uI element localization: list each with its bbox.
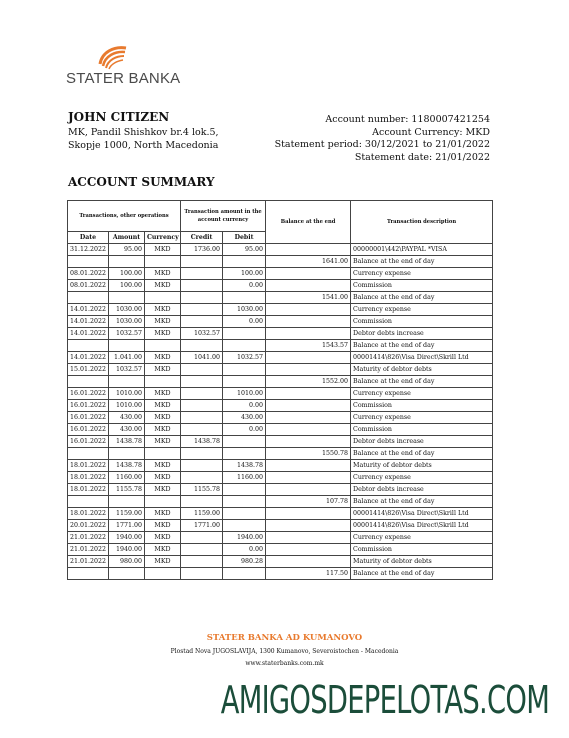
- cell-date: 20.01.2022: [68, 520, 109, 532]
- table-row: [68, 244, 493, 256]
- cell-balance: [266, 436, 351, 448]
- cell-currency: MKD: [145, 328, 181, 340]
- cell-balance: [266, 508, 351, 520]
- cell-balance: [266, 460, 351, 472]
- cell-balance: [266, 268, 351, 280]
- table-row: [68, 508, 493, 520]
- cell-date: [68, 376, 109, 388]
- cell-currency: MKD: [145, 544, 181, 556]
- cell-debit: 1010.00: [223, 388, 266, 400]
- cell-debit: 1030.00: [223, 304, 266, 316]
- footer-address: Plostad Nova JUGOSLAVIJA, 1300 Kumanovo, Severoistochen - Macedonia: [170, 648, 399, 655]
- table-row: [68, 448, 493, 460]
- cell-balance: [266, 364, 351, 376]
- table-row: [68, 568, 493, 580]
- cell-debit: 0.00: [223, 400, 266, 412]
- cell-currency: MKD: [145, 532, 181, 544]
- cell-currency: MKD: [145, 508, 181, 520]
- cell-credit: [181, 292, 223, 304]
- cell-credit: [181, 400, 223, 412]
- cell-description: Balance at the end of day: [351, 568, 493, 580]
- cell-credit: 1041.00: [181, 352, 223, 364]
- table-row: [68, 352, 493, 364]
- table-row: [68, 412, 493, 424]
- cell-date: 08.01.2022: [68, 268, 109, 280]
- header-amount: Amount: [109, 232, 145, 244]
- header-transactions: Transactions, other operations: [68, 201, 181, 232]
- cell-balance: 117.50: [266, 568, 351, 580]
- cell-credit: [181, 268, 223, 280]
- cell-balance: [266, 400, 351, 412]
- cell-balance: [266, 328, 351, 340]
- cell-debit: 980.28: [223, 556, 266, 568]
- cell-date: 16.01.2022: [68, 412, 109, 424]
- cell-credit: [181, 412, 223, 424]
- cell-balance: [266, 424, 351, 436]
- cell-description: Maturity of debtor debts: [351, 460, 493, 472]
- cell-amount: 1438.78: [109, 460, 145, 472]
- bank-logo: [66, 42, 181, 90]
- table-row: [68, 280, 493, 292]
- cell-debit: 1160.00: [223, 472, 266, 484]
- cell-amount: 1030.00: [109, 316, 145, 328]
- cell-amount: 1438.78: [109, 436, 145, 448]
- cell-description: Balance at the end of day: [351, 496, 493, 508]
- stater-swirl-icon: [96, 42, 130, 70]
- cell-description: Balance at the end of day: [351, 376, 493, 388]
- cell-description: Commission: [351, 424, 493, 436]
- cell-balance: [266, 304, 351, 316]
- cell-balance: [266, 532, 351, 544]
- cell-debit: [223, 448, 266, 460]
- cell-description: Currency expense: [351, 472, 493, 484]
- table-row: [68, 328, 493, 340]
- cell-date: 08.01.2022: [68, 280, 109, 292]
- cell-amount: 95.00: [109, 244, 145, 256]
- table-row: [68, 304, 493, 316]
- cell-date: [68, 256, 109, 268]
- cell-debit: [223, 376, 266, 388]
- cell-description: Currency expense: [351, 388, 493, 400]
- cell-currency: MKD: [145, 424, 181, 436]
- statement-date: Statement date: 21/01/2022: [354, 151, 490, 163]
- cell-date: [68, 568, 109, 580]
- table-row: [68, 424, 493, 436]
- cell-credit: [181, 556, 223, 568]
- cell-currency: MKD: [145, 388, 181, 400]
- cell-amount: 100.00: [109, 280, 145, 292]
- cell-description: Commission: [351, 316, 493, 328]
- cell-credit: [181, 364, 223, 376]
- cell-balance: [266, 412, 351, 424]
- table-row: [68, 556, 493, 568]
- cell-amount: 1771.00: [109, 520, 145, 532]
- cell-debit: [223, 520, 266, 532]
- cell-credit: [181, 472, 223, 484]
- cell-balance: 1550.78: [266, 448, 351, 460]
- cell-balance: 1541.00: [266, 292, 351, 304]
- cell-date: [68, 496, 109, 508]
- customer-address: [68, 126, 219, 152]
- cell-currency: [145, 256, 181, 268]
- cell-currency: MKD: [145, 460, 181, 472]
- header-balance: Balance at the end: [266, 201, 351, 244]
- cell-debit: 0.00: [223, 544, 266, 556]
- cell-description: Commission: [351, 544, 493, 556]
- customer-address-line2: Skopje 1000, North Macedonia: [68, 140, 219, 151]
- cell-description: Currency expense: [351, 268, 493, 280]
- cell-amount: 1155.78: [109, 484, 145, 496]
- table-row: [68, 496, 493, 508]
- bank-logo-text: STATER BANKA: [66, 70, 181, 87]
- cell-debit: [223, 328, 266, 340]
- cell-amount: 1940.00: [109, 532, 145, 544]
- cell-amount: [109, 496, 145, 508]
- cell-currency: MKD: [145, 316, 181, 328]
- cell-credit: 1771.00: [181, 520, 223, 532]
- cell-currency: [145, 340, 181, 352]
- cell-currency: MKD: [145, 304, 181, 316]
- cell-credit: [181, 376, 223, 388]
- footer-bank-name: STATER BANKA AD KUMANOVO: [206, 633, 363, 643]
- cell-description: Debtor debts increase: [351, 328, 493, 340]
- cell-credit: [181, 340, 223, 352]
- footer-website: www.staterbanks.com.mk: [245, 660, 324, 667]
- cell-amount: 1030.00: [109, 304, 145, 316]
- account-currency: Account Currency: MKD: [372, 126, 490, 138]
- cell-currency: [145, 292, 181, 304]
- cell-balance: [266, 472, 351, 484]
- header-transaction-amount: Transaction amount in the account currency: [181, 201, 266, 232]
- table-row: [68, 400, 493, 412]
- cell-balance: [266, 520, 351, 532]
- cell-description: 00001414\826\Visa Direct\Skrill Ltd: [351, 520, 493, 532]
- cell-credit: [181, 304, 223, 316]
- cell-date: 14.01.2022: [68, 328, 109, 340]
- cell-amount: [109, 376, 145, 388]
- cell-date: 21.01.2022: [68, 532, 109, 544]
- table-row: [68, 532, 493, 544]
- cell-currency: MKD: [145, 268, 181, 280]
- cell-date: [68, 448, 109, 460]
- cell-description: Maturity of debtor debts: [351, 556, 493, 568]
- cell-currency: [145, 496, 181, 508]
- cell-debit: 100.00: [223, 268, 266, 280]
- cell-currency: MKD: [145, 244, 181, 256]
- cell-amount: 1032.57: [109, 364, 145, 376]
- cell-amount: 980.00: [109, 556, 145, 568]
- header-credit: Credit: [181, 232, 223, 244]
- cell-credit: 1736.00: [181, 244, 223, 256]
- cell-credit: [181, 256, 223, 268]
- cell-debit: [223, 568, 266, 580]
- cell-balance: [266, 556, 351, 568]
- cell-description: Maturity of debtor debts: [351, 364, 493, 376]
- cell-balance: [266, 316, 351, 328]
- cell-currency: MKD: [145, 556, 181, 568]
- statement-period: Statement period: 30/12/2021 to 21/01/2022: [274, 139, 490, 150]
- table-group-header-row: [68, 201, 493, 232]
- table-row: [68, 388, 493, 400]
- cell-credit: 1155.78: [181, 484, 223, 496]
- table-row: [68, 268, 493, 280]
- cell-date: 16.01.2022: [68, 436, 109, 448]
- cell-credit: 1438.78: [181, 436, 223, 448]
- cell-description: Debtor debts increase: [351, 484, 493, 496]
- cell-description: Balance at the end of day: [351, 292, 493, 304]
- cell-debit: 95.00: [223, 244, 266, 256]
- cell-date: 14.01.2022: [68, 304, 109, 316]
- cell-description: Currency expense: [351, 304, 493, 316]
- cell-date: 18.01.2022: [68, 484, 109, 496]
- table-row: [68, 340, 493, 352]
- cell-date: 15.01.2022: [68, 364, 109, 376]
- cell-debit: 1438.78: [223, 460, 266, 472]
- cell-amount: [109, 292, 145, 304]
- cell-debit: [223, 436, 266, 448]
- cell-debit: 0.00: [223, 316, 266, 328]
- cell-amount: [109, 340, 145, 352]
- cell-date: 18.01.2022: [68, 472, 109, 484]
- cell-currency: [145, 448, 181, 460]
- cell-balance: [266, 484, 351, 496]
- header-currency: Currency: [145, 232, 181, 244]
- cell-date: 14.01.2022: [68, 316, 109, 328]
- cell-amount: 1.041.00: [109, 352, 145, 364]
- customer-name: JOHN CITIZEN: [68, 110, 170, 124]
- cell-credit: [181, 448, 223, 460]
- cell-debit: 0.00: [223, 424, 266, 436]
- cell-description: 00001414\826\Visa Direct\Skrill Ltd: [351, 508, 493, 520]
- cell-debit: [223, 508, 266, 520]
- cell-credit: [181, 280, 223, 292]
- cell-amount: 1010.00: [109, 400, 145, 412]
- cell-amount: [109, 568, 145, 580]
- cell-amount: [109, 448, 145, 460]
- cell-amount: [109, 256, 145, 268]
- cell-credit: [181, 532, 223, 544]
- cell-debit: [223, 340, 266, 352]
- cell-description: Balance at the end of day: [351, 340, 493, 352]
- table-row: [68, 436, 493, 448]
- cell-currency: MKD: [145, 352, 181, 364]
- cell-date: 16.01.2022: [68, 400, 109, 412]
- table-row: [68, 256, 493, 268]
- cell-currency: MKD: [145, 400, 181, 412]
- cell-currency: [145, 568, 181, 580]
- table-row: [68, 472, 493, 484]
- cell-balance: 1552.00: [266, 376, 351, 388]
- table-row: [68, 544, 493, 556]
- cell-amount: 1159.00: [109, 508, 145, 520]
- table-row: [68, 364, 493, 376]
- cell-currency: [145, 376, 181, 388]
- cell-date: [68, 340, 109, 352]
- header-description: Transaction description: [351, 201, 493, 244]
- cell-currency: MKD: [145, 364, 181, 376]
- table-row: [68, 292, 493, 304]
- cell-date: 16.01.2022: [68, 388, 109, 400]
- cell-currency: MKD: [145, 520, 181, 532]
- cell-amount: 1940.00: [109, 544, 145, 556]
- transactions-table: [67, 200, 493, 580]
- cell-credit: [181, 568, 223, 580]
- cell-date: 18.01.2022: [68, 508, 109, 520]
- cell-date: 21.01.2022: [68, 556, 109, 568]
- cell-debit: [223, 256, 266, 268]
- account-number: Account number: 1180007421254: [325, 114, 490, 125]
- cell-currency: MKD: [145, 484, 181, 496]
- table-row: [68, 316, 493, 328]
- cell-debit: 1940.00: [223, 532, 266, 544]
- cell-credit: [181, 496, 223, 508]
- cell-currency: MKD: [145, 436, 181, 448]
- cell-balance: [266, 544, 351, 556]
- cell-date: 31.12.2022: [68, 244, 109, 256]
- cell-debit: 1032.57: [223, 352, 266, 364]
- table-row: [68, 376, 493, 388]
- cell-debit: 430.00: [223, 412, 266, 424]
- cell-description: 00000001\442\PAYPAL *VISA: [351, 244, 493, 256]
- cell-debit: [223, 364, 266, 376]
- customer-address-line1: MK, Pandil Shishkov br.4 lok.5,: [68, 127, 219, 138]
- cell-balance: [266, 280, 351, 292]
- cell-currency: MKD: [145, 280, 181, 292]
- cell-credit: [181, 424, 223, 436]
- cell-description: Commission: [351, 400, 493, 412]
- cell-balance: 1641.00: [266, 256, 351, 268]
- cell-date: 16.01.2022: [68, 424, 109, 436]
- cell-description: Currency expense: [351, 412, 493, 424]
- table-row: [68, 520, 493, 532]
- cell-amount: 430.00: [109, 424, 145, 436]
- account-info: [275, 114, 490, 164]
- cell-balance: [266, 352, 351, 364]
- cell-amount: 1010.00: [109, 388, 145, 400]
- cell-debit: [223, 496, 266, 508]
- cell-balance: [266, 388, 351, 400]
- cell-description: Currency expense: [351, 532, 493, 544]
- cell-credit: 1159.00: [181, 508, 223, 520]
- table-row: [68, 460, 493, 472]
- table-row: [68, 484, 493, 496]
- cell-credit: 1032.57: [181, 328, 223, 340]
- cell-description: Balance at the end of day: [351, 256, 493, 268]
- cell-debit: [223, 484, 266, 496]
- cell-date: [68, 292, 109, 304]
- header-debit: Debit: [223, 232, 266, 244]
- cell-amount: 1160.00: [109, 472, 145, 484]
- account-summary-title: ACCOUNT SUMMARY: [68, 175, 215, 189]
- watermark-text: AMIGOSDEPELOTAS.COM: [220, 678, 549, 722]
- cell-date: 18.01.2022: [68, 460, 109, 472]
- cell-balance: [266, 244, 351, 256]
- cell-credit: [181, 460, 223, 472]
- cell-description: Balance at the end of day: [351, 448, 493, 460]
- cell-date: 21.01.2022: [68, 544, 109, 556]
- cell-amount: 1032.57: [109, 328, 145, 340]
- cell-amount: 100.00: [109, 268, 145, 280]
- cell-date: 14.01.2022: [68, 352, 109, 364]
- cell-amount: 430.00: [109, 412, 145, 424]
- cell-credit: [181, 544, 223, 556]
- cell-debit: [223, 292, 266, 304]
- cell-credit: [181, 388, 223, 400]
- cell-balance: 1543.57: [266, 340, 351, 352]
- cell-description: Debtor debts increase: [351, 436, 493, 448]
- cell-description: Commission: [351, 280, 493, 292]
- cell-debit: 0.00: [223, 280, 266, 292]
- cell-balance: 107.78: [266, 496, 351, 508]
- cell-currency: MKD: [145, 412, 181, 424]
- header-date: Date: [68, 232, 109, 244]
- cell-credit: [181, 316, 223, 328]
- cell-currency: MKD: [145, 472, 181, 484]
- cell-description: 00001414\826\Visa Direct\Skrill Ltd: [351, 352, 493, 364]
